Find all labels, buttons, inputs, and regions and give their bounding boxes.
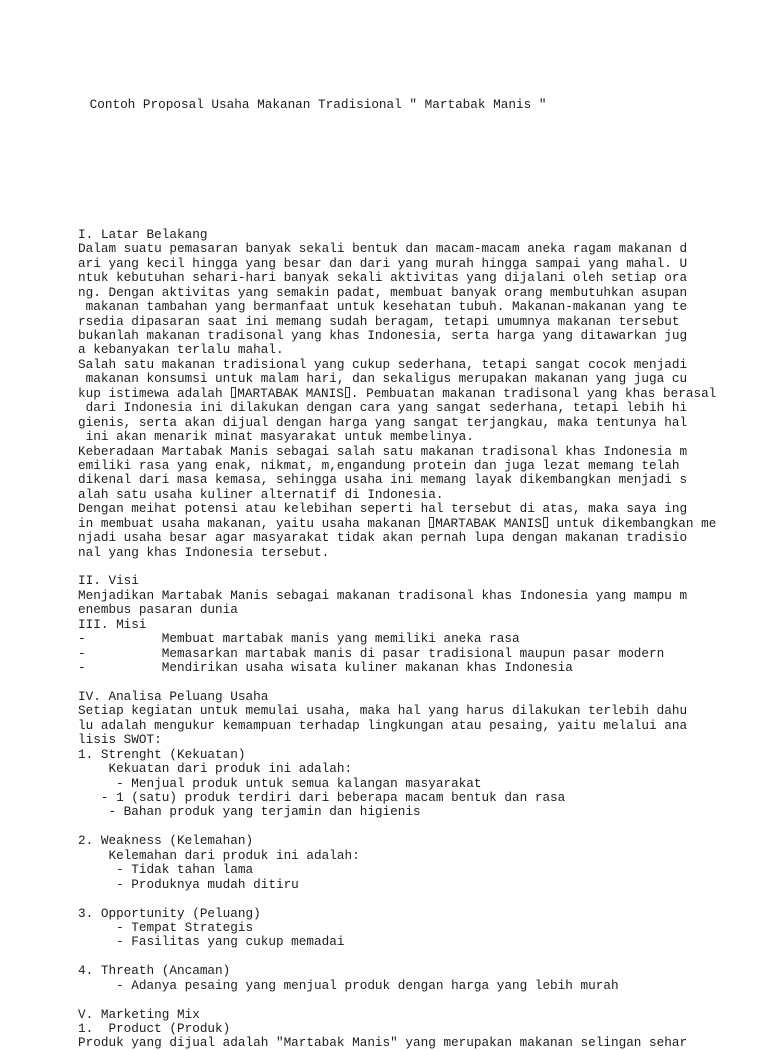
missing-glyph-icon [231,387,236,398]
document-body [78,69,758,1051]
document-line: - Bahan produk yang terjamin dan higienis [78,804,421,820]
document-line: emiliki rasa yang enak, nikmat, m,engandung protein dan juga lezat memang telah [78,457,680,473]
document-line: bukanlah makanan tradisonal yang khas Indonesia, serta harga yang ditawarkan jug [78,328,688,343]
document-line: 1. Product (Produk) [78,1021,231,1036]
document-line: njadi usaha besar agar masyarakat tidak akan pernah lupa dengan makanan tradisio [78,530,688,546]
document-line: a kebanyakan terlalu mahal. [78,342,284,358]
document-line: ng. Dengan aktivitas yang semakin padat, membuat banyak orang membutuhkan asupan [78,284,688,300]
document-line: gienis, serta akan dijual dengan harga yang sangat terjangkau, maka tentunya hal [78,414,688,430]
document-line: Produk yang dijual adalah "Martabak Manis" yang merupakan makanan selingan sehar [78,1035,688,1051]
document-line: nal yang khas Indonesia tersebut. [78,544,330,560]
document-line: dari Indonesia ini dilakukan dengan cara yang sangat sederhana, tetapi lebih hi [78,400,688,416]
blank-line [78,820,758,834]
document-line: Dalam suatu pemasaran banyak sekali bentuk dan macam-macam aneka ragam makanan d [78,241,688,257]
document-line: enembus pasaran dunia [78,602,238,618]
document-line: V. Marketing Mix [78,1006,200,1022]
document-line: Setiap kegiatan untuk memulai usaha, maka hal yang harus dilakukan terlebih dahu [78,703,688,719]
document-line: makanan tambahan yang bermanfaat untuk kesehatan tubuh. Makanan-makanan yang te [78,299,688,315]
document-line: 2. Weakness (Kelemahan) [78,833,254,849]
document-line: alah satu usaha kuliner alternatif di Indonesia. [78,486,444,502]
document-line: makanan konsumsi untuk malam hari, dan sekaligus merupakan makanan yang juga cu [78,371,688,387]
document-line: Dengan meihat potensi atau kelebihan seperti hal tersebut di atas, maka saya ing [78,501,688,517]
document-line: Salah satu makanan tradisional yang cukup sederhana, tetapi sangat cocok menjadi [78,356,688,372]
document-line: ini akan menarik minat masyarakat untuk membelinya. [78,429,474,445]
document-title: Contoh Proposal Usaha Makanan Tradisional " Martabak Manis " [82,96,547,112]
blank-line [78,185,758,199]
document-line: Keberadaan Martabak Manis sebagai salah satu makanan tradisonal khas Indonesia m [78,443,688,459]
document-line: kup istimewa adalah MARTABAK MANIS . Pembuatan makanan tradisonal yang khas berasal [78,385,717,401]
document-line: - 1 (satu) produk terdiri dari beberapa macam bentuk dan rasa [78,790,566,805]
blank-line [78,560,758,574]
document-line: ntuk kebutuhan sehari-hari banyak sekali aktivitas yang dijalani oleh setiap ora [78,270,688,286]
document-line: IV. Analisa Peluang Usaha [78,688,269,704]
document-line: I. Latar Belakang [78,226,208,242]
document-line: lisis SWOT: [78,732,162,748]
document-line: - Mendirikan usaha wisata kuliner makanan khas Indonesia [78,660,573,676]
document-line: - Tidak tahan lama [78,862,254,878]
document-line: Menjadikan Martabak Manis sebagai makanan tradisonal khas Indonesia yang mampu m [78,587,688,603]
missing-glyph-icon [543,517,548,528]
document-line: 1. Strenght (Kekuatan) [78,746,246,762]
missing-glyph-icon [345,387,350,398]
blank-line [78,993,758,1007]
document-line: II. Visi [78,573,139,589]
blank-line [78,141,758,155]
document-line: III. Misi [78,616,147,632]
document-line: - Adanya pesaing yang menjual produk dengan harga yang lebih murah [78,977,619,993]
document-line: ari yang kecil hingga yang besar dan dari yang murah hingga sampai yang mahal. U [78,255,688,271]
document-line: - Produknya mudah ditiru [78,876,299,892]
document-line: 4. Threath (Ancaman) [78,963,231,979]
document-line: - Tempat Strategis [78,919,254,935]
document-line: - Memasarkan martabak manis di pasar tradisional maupun pasar modern [78,645,665,661]
blank-line [78,676,758,690]
blank-line [78,950,758,964]
document-line: Kekuatan dari produk ini adalah: [78,761,353,777]
document-line: 3. Opportunity (Peluang) [78,905,261,921]
document-line: - Fasilitas yang cukup memadai [78,934,345,950]
missing-glyph-icon [429,517,434,528]
document-line: - Menjual produk untuk semua kalangan masyarakat [78,775,482,791]
document-line: dikenal dari masa kemasa, sehingga usaha ini memang layak dikembangkan menjadi s [78,472,688,488]
document-line: in membuat usaha makanan, yaitu usaha makanan MARTABAK MANIS untuk dikembangkan me [78,515,717,531]
blank-line [78,892,758,906]
document-line: rsedia dipasaran saat ini memang sudah beragam, tetapi umumnya makanan tersebut [78,313,680,329]
document-line: lu adalah mengukur kemampuan terhadap lingkungan atau pesaing, yaitu melalui ana [78,717,688,733]
document-line: - Membuat martabak manis yang memiliki aneka rasa [78,631,520,647]
document-line: Kelemahan dari produk ini adalah: [78,847,360,863]
